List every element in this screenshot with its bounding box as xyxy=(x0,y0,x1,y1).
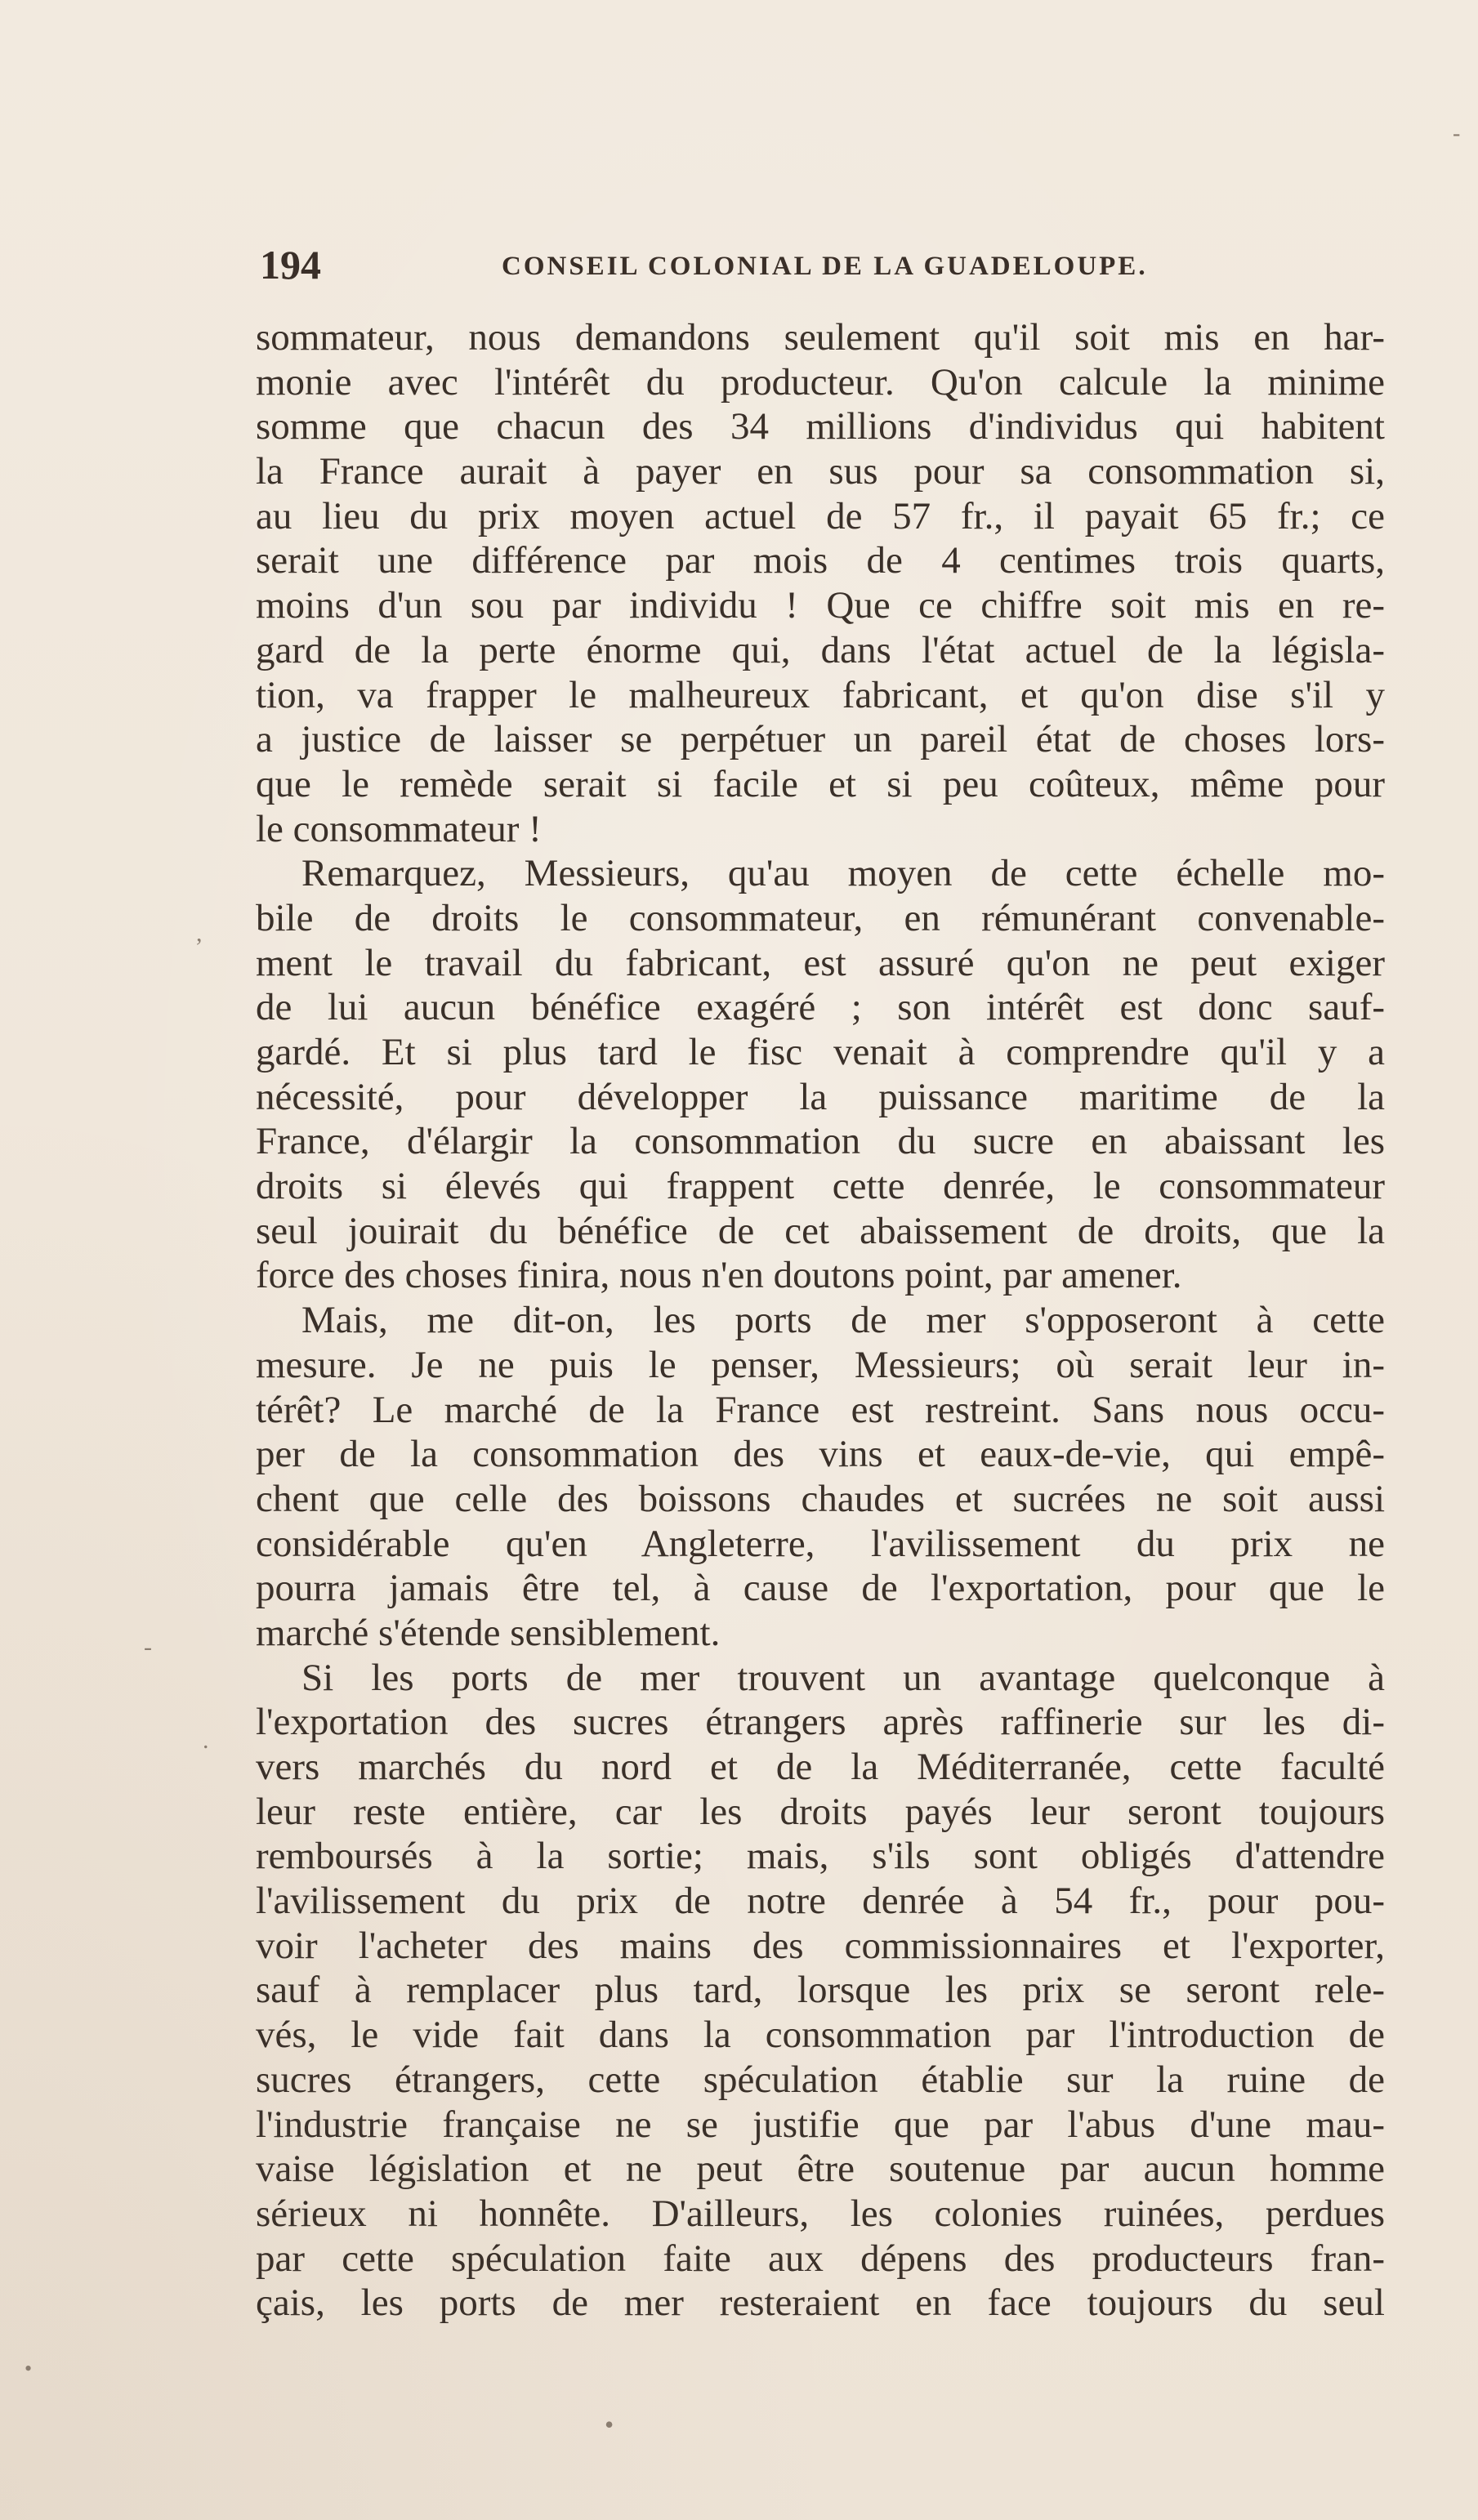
text-line: sauf à remplacer plus tard, lorsque les prix se seront rele- xyxy=(256,1969,1385,2012)
paper-speck: - xyxy=(144,1634,152,1661)
page-header xyxy=(260,242,1395,288)
paper-speck: , xyxy=(196,920,203,947)
text-line: monie avec l'intérêt du producteur. Qu'on calcule la minime xyxy=(256,360,1385,404)
text-line: l'exportation des sucres étrangers après raffinerie sur les di- xyxy=(256,1701,1385,1744)
text-line: au lieu du prix moyen actuel de 57 fr., il payait 65 fr.; ce xyxy=(256,494,1385,537)
text-line: sucres étrangers, cette spéculation établie sur la ruine de xyxy=(256,2058,1385,2101)
text-line: pourra jamais être tel, à cause de l'exportation, pour que le xyxy=(256,1567,1385,1610)
text-line: gardé. Et si plus tard le fisc venait à comprendre qu'il y a xyxy=(256,1031,1385,1073)
paper-speck: • xyxy=(605,2410,614,2439)
text-line: que le remède serait si facile et si peu coûteux, même pour xyxy=(256,762,1385,805)
text-line: voir l'acheter des mains des commissionnaires et l'exporter, xyxy=(256,1924,1385,1967)
text-line: le consommateur ! xyxy=(256,807,542,850)
text-line: vés, le vide fait dans la consommation par l'introduction de xyxy=(256,2014,1385,2057)
text-line: considérable qu'en Angleterre, l'avilissement du prix ne xyxy=(256,1522,1385,1565)
text-line: l'avilissement du prix de notre denrée à 54 fr., pour pou- xyxy=(256,1880,1385,1923)
text-line: la France aurait à payer en sus pour sa consommation si, xyxy=(256,450,1385,493)
text-line: vers marchés du nord et de la Méditerranée, cette faculté xyxy=(256,1746,1385,1788)
text-line: per de la consommation des vins et eaux-de-vie, qui empê- xyxy=(256,1433,1385,1476)
text-line: marché s'étende sensiblement. xyxy=(256,1611,721,1654)
text-line: bile de droits le consommateur, en rémunérant convenable- xyxy=(256,896,1385,939)
text-line: çais, les ports de mer resteraient en face toujours du seul xyxy=(256,2281,1385,2325)
paper-speck: • xyxy=(25,2357,33,2380)
paper-speck: - xyxy=(1453,121,1461,146)
text-line: moins d'un sou par individu ! Que ce chiffre soit mis en re- xyxy=(256,584,1385,627)
text-line: sérieux ni honnête. D'ailleurs, les colonies ruinées, perdues xyxy=(256,2192,1385,2235)
body-text xyxy=(256,315,1385,2326)
page-number: 194 xyxy=(260,242,321,288)
text-line: a justice de laisser se perpétuer un pareil état de choses lors- xyxy=(256,718,1385,761)
text-line: Remarquez, Messieurs, qu'au moyen de cette échelle mo- xyxy=(301,852,1385,895)
text-line: droits si élevés qui frappent cette denrée, le consommateur xyxy=(256,1165,1385,1208)
paper-speck: . xyxy=(203,1727,209,1754)
text-line: par cette spéculation faite aux dépens des producteurs fran- xyxy=(256,2237,1385,2280)
text-line: seul jouirait du bénéfice de cet abaissement de droits, que la xyxy=(256,1209,1385,1252)
text-line: gard de la perte énorme qui, dans l'état actuel de la législa- xyxy=(256,628,1385,671)
text-line: France, d'élargir la consommation du sucre en abaissant les xyxy=(256,1120,1385,1163)
text-line: vaise législation et ne peut être soutenue par aucun homme xyxy=(256,2148,1385,2191)
text-line: sommateur, nous demandons seulement qu'il soit mis en har- xyxy=(256,316,1385,359)
text-line: nécessité, pour développer la puissance maritime de la xyxy=(256,1075,1385,1118)
text-line: Si les ports de mer trouvent un avantage quelconque à xyxy=(301,1656,1385,1699)
text-line: remboursés à la sortie; mais, s'ils sont obligés d'attendre xyxy=(256,1835,1385,1878)
text-line: ment le travail du fabricant, est assuré qu'on ne peut exiger xyxy=(256,941,1385,984)
text-line: térêt? Le marché de la France est restreint. Sans nous occu- xyxy=(256,1388,1385,1431)
text-line: Mais, me dit-on, les ports de mer s'opposeront à cette xyxy=(301,1299,1385,1342)
running-head: CONSEIL COLONIAL DE LA GUADELOUPE. xyxy=(502,252,1148,281)
text-line: tion, va frapper le malheureux fabricant, et qu'on dise s'il y xyxy=(256,673,1385,716)
text-line: chent que celle des boissons chaudes et sucrées ne soit aussi xyxy=(256,1477,1385,1520)
text-line: somme que chacun des 34 millions d'individus qui habitent xyxy=(256,405,1385,448)
text-line: serait une différence par mois de 4 centimes trois quarts, xyxy=(256,539,1385,582)
text-line: de lui aucun bénéfice exagéré ; son intérêt est donc sauf- xyxy=(256,986,1385,1029)
text-line: force des choses finira, nous n'en doutons point, par amener. xyxy=(256,1254,1182,1297)
text-line: leur reste entière, car les droits payés leur seront toujours xyxy=(256,1790,1385,1833)
text-line: mesure. Je ne puis le penser, Messieurs; où serait leur in- xyxy=(256,1343,1385,1386)
text-line: l'industrie française ne se justifie que par l'abus d'une mau- xyxy=(256,2103,1385,2146)
